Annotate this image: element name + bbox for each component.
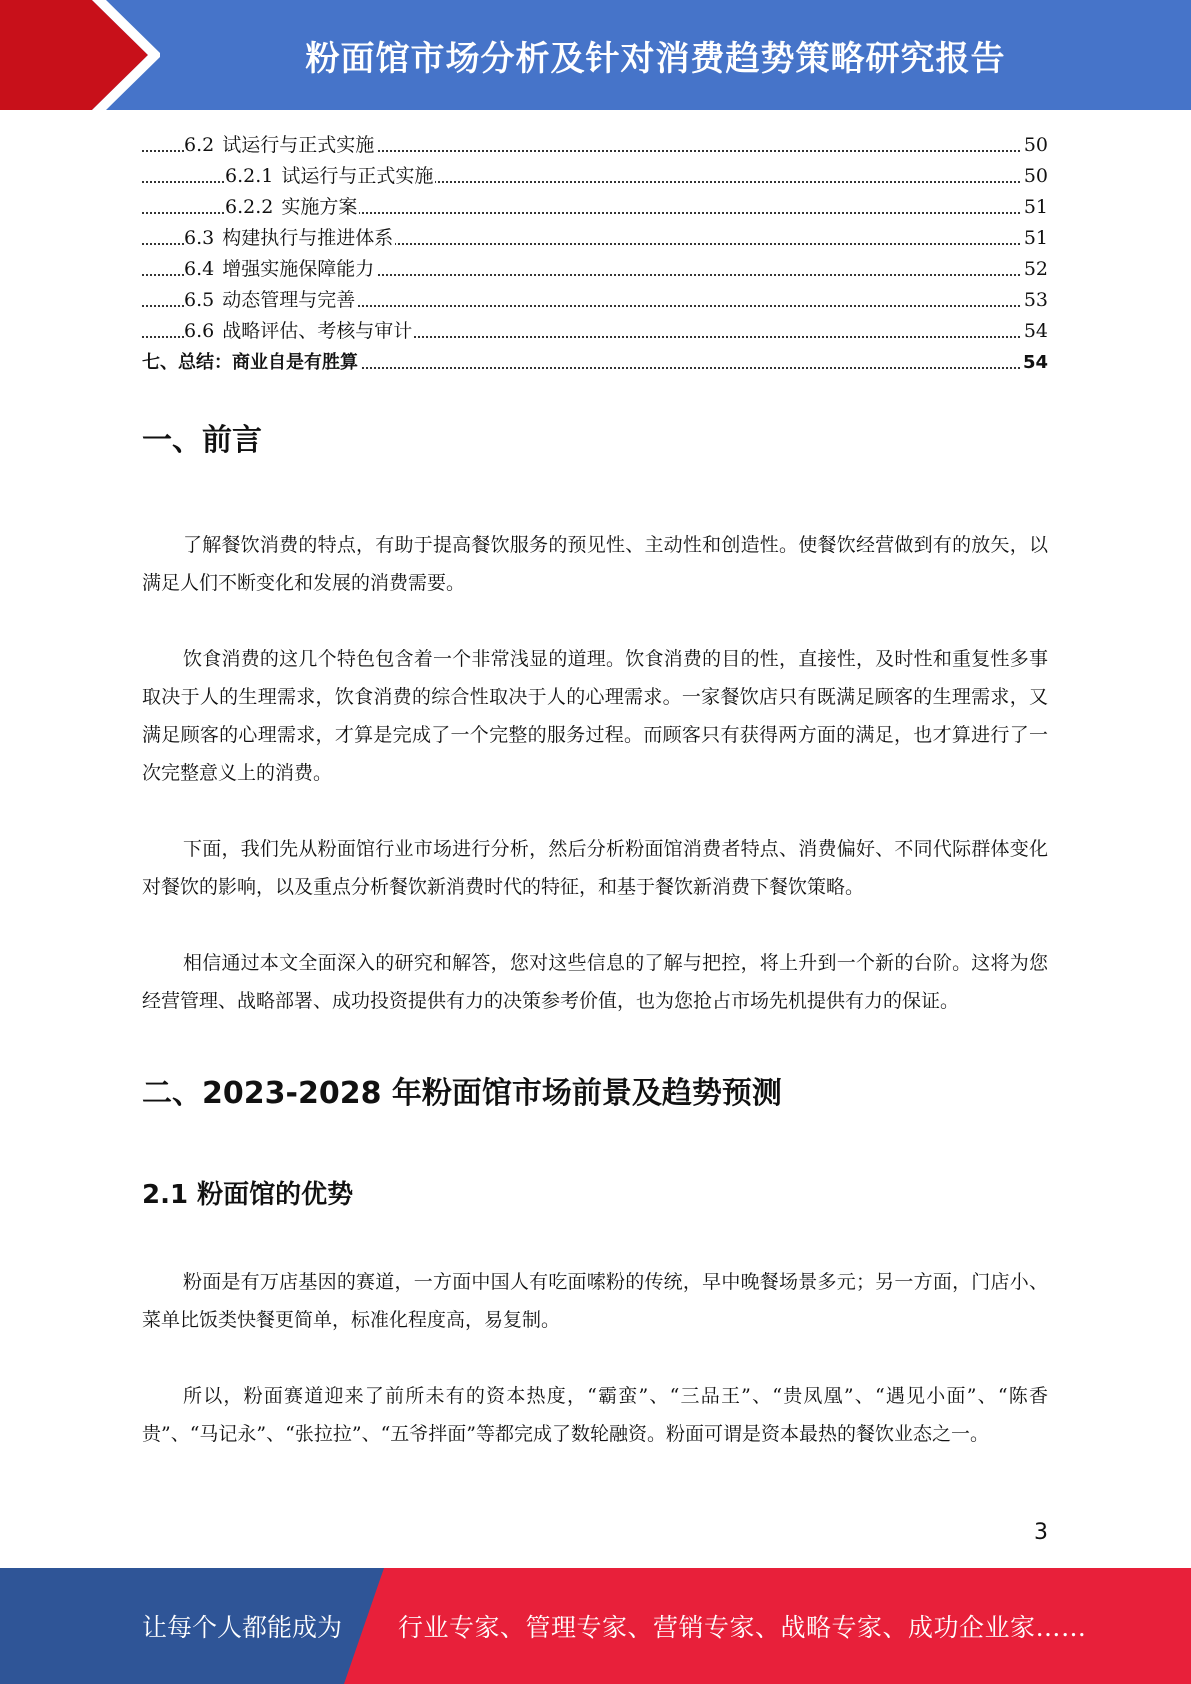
main-content [142,415,1048,1453]
toc-entry-label: 实施方案 [281,196,358,218]
toc-entry-number: 6.3 [184,227,215,249]
paragraph: 了解餐饮消费的特点，有助于提高餐饮服务的预见性、主动性和创造性。使餐饮经营做到有的放矢，以满足人们不断变化和发展的消费需要。 [142,534,1048,594]
header-title: 粉面馆市场分析及针对消费趋势策略研究报告 [305,38,1006,79]
toc-entry-label: 试运行与正式实施 [281,165,434,187]
toc-entry[interactable] [142,192,1048,223]
toc-entry-page: 52 [1022,254,1048,285]
toc-entry-number: 6.4 [184,258,215,280]
paragraph: 下面，我们先从粉面馆行业市场进行分析，然后分析粉面馆消费者特点、消费偏好、不同代际群体变化对餐饮的影响，以及重点分析餐饮新消费时代的特征，和基于餐饮新消费下餐饮策略。 [142,838,1048,898]
toc-entry-label: 总结：商业自是有胜算 [178,352,358,373]
subsection-title-advantages: 2.1 粉面馆的优势 [142,1180,354,1210]
toc-entry-number: 6.2.2 [225,196,274,218]
page-footer [0,1568,1191,1684]
section-title-preface: 一、前言 [142,423,262,458]
footer-slogan-right: 行业专家、管理专家、营销专家、战略专家、成功企业家…… [398,1613,1087,1642]
paragraph: 粉面是有万店基因的赛道，一方面中国人有吃面嗦粉的传统，早中晚餐场景多元；另一方面，门店小、菜单比饭类快餐更简单，标准化程度高，易复制。 [142,1271,1048,1331]
toc-entry-number: 6.5 [184,289,215,311]
toc-entry-label: 增强实施保障能力 [222,258,375,280]
toc-entry-page: 51 [1022,223,1048,254]
toc-entry-page: 53 [1022,285,1048,316]
toc-entry[interactable] [142,347,1048,378]
toc-entry-page: 51 [1022,192,1048,223]
paragraph: 所以，粉面赛道迎来了前所未有的资本热度，“霸蛮”、“三品王”、“贵凤凰”、“遇见小面”、“陈香贵”、“马记永”、“张拉拉”、“五爷拌面”等都完成了数轮融资。粉面可谓是资本最热的餐饮业态之一。 [142,1385,1048,1445]
toc-entry-page: 54 [1022,316,1048,347]
toc-entry[interactable] [142,254,1048,285]
section-title-market-outlook: 二、2023-2028 年粉面馆市场前景及趋势预测 [142,1076,782,1111]
footer-slogan-left: 让每个人都能成为 [142,1613,343,1642]
toc-entry-number: 七、 [142,352,178,373]
toc-entry[interactable] [142,316,1048,347]
toc-entry[interactable] [142,223,1048,254]
paragraph: 相信通过本文全面深入的研究和解答，您对这些信息的了解与把控，将上升到一个新的台阶。这将为您经营管理、战略部署、成功投资提供有力的决策参考价值，也为您抢占市场先机提供有力的保证。 [142,952,1048,1012]
toc-entry-label: 试运行与正式实施 [222,134,375,156]
page-number: 3 [1034,1520,1048,1545]
toc-entry-number: 6.2.1 [225,165,274,187]
toc-entry-page: 54 [1021,347,1048,378]
toc-entry-number: 6.2 [184,134,215,156]
paragraph: 饮食消费的这几个特色包含着一个非常浅显的道理。饮食消费的目的性，直接性，及时性和重复性多事取决于人的生理需求，饮食消费的综合性取决于人的心理需求。一家餐饮店只有既满足顾客的生理需求，又满足顾客的心理需求，才算是完成了一个完整的服务过程。而顾客只有获得两方面的满足，也才算进行了一次完整意义上的消费。 [142,648,1048,784]
toc-entry-label: 动态管理与完善 [222,289,356,311]
table-of-contents [142,130,1048,378]
header-accent-arrow [0,0,160,110]
toc-entry-page: 50 [1022,130,1048,161]
toc-entry-page: 50 [1022,161,1048,192]
toc-entry[interactable] [142,161,1048,192]
page-header [0,0,1191,110]
toc-entry-label: 战略评估、考核与审计 [222,320,413,342]
toc-entry[interactable] [142,285,1048,316]
toc-entry[interactable] [142,130,1048,161]
toc-entry-label: 构建执行与推进体系 [222,227,394,249]
toc-entry-number: 6.6 [184,320,215,342]
